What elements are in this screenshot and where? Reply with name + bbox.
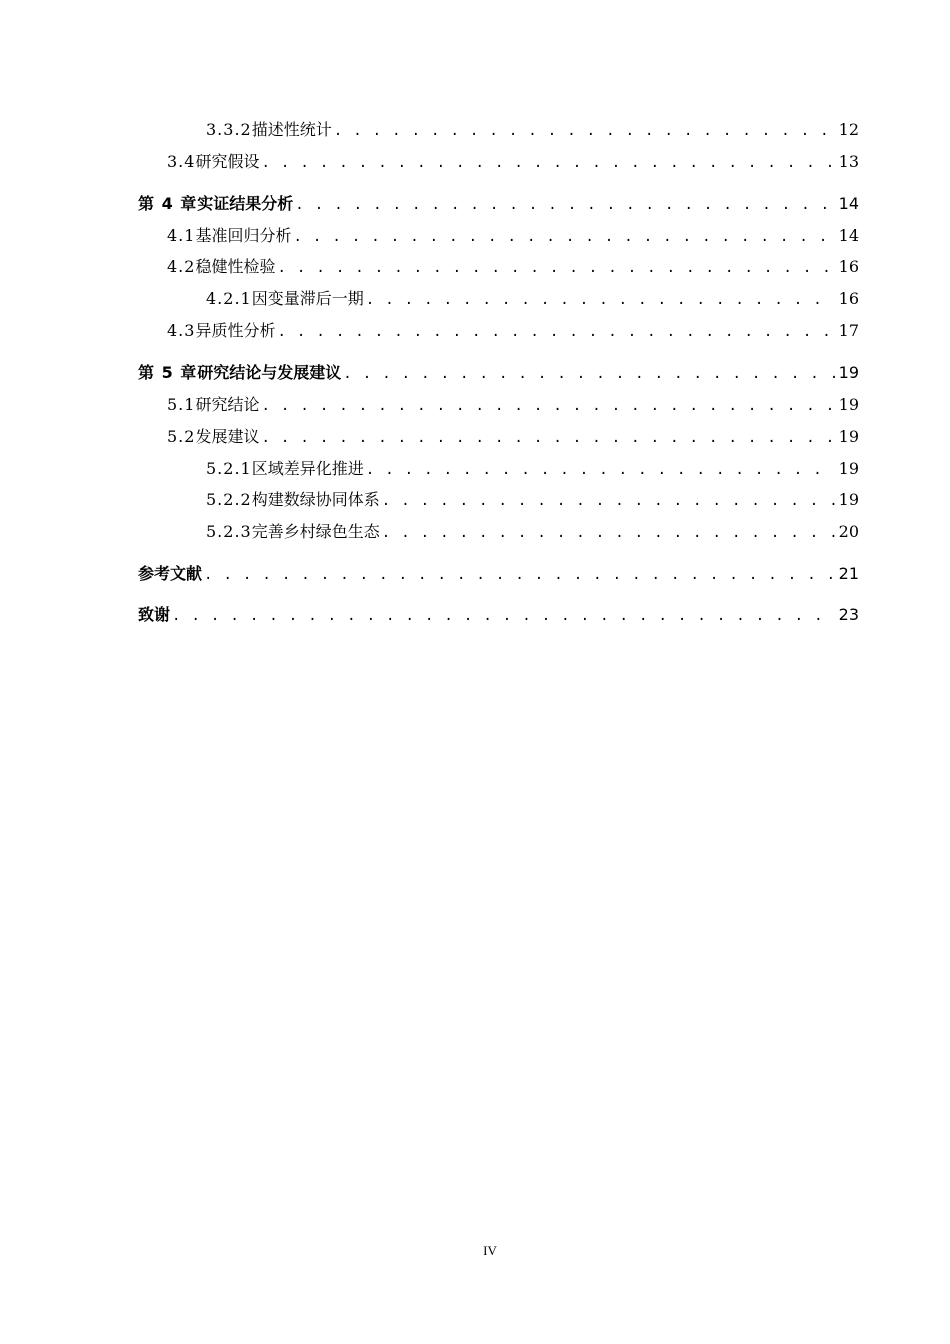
toc-entry-title: 研究假设: [195, 152, 260, 171]
toc-entry-title: 致谢: [138, 605, 171, 624]
toc-entry-title: 描述性统计: [251, 120, 332, 139]
toc-entry-number: 5.2.1: [206, 459, 252, 478]
toc-entry-page: 19: [838, 459, 859, 478]
toc-entry-title: 区域差异化推进: [251, 459, 364, 478]
toc-entry-title: 参考文献: [138, 564, 203, 583]
toc-entry-title: 基准回归分析: [195, 226, 292, 245]
dot-leader: [261, 394, 834, 418]
toc-entry-number: 5.2: [167, 427, 196, 446]
toc-entry-title: 研究结论: [195, 395, 260, 414]
toc-entry-number: 3.4: [167, 152, 196, 171]
toc-entry-title: 因变量滞后一期: [251, 289, 364, 308]
toc-entry-page: 19: [838, 490, 859, 509]
toc-entry-title: 发展建议: [195, 427, 260, 446]
toc-entry-page: 23: [838, 605, 859, 624]
toc-entry-page: 19: [838, 363, 859, 382]
dot-leader: [295, 193, 834, 217]
toc-entry-number: 4.2: [167, 257, 196, 276]
toc-entry-chapter-5[interactable]: [138, 361, 859, 385]
toc-entry-page: 16: [838, 289, 859, 308]
toc-entry-4-2[interactable]: [167, 255, 859, 279]
toc-entry-number: 4.1: [167, 226, 196, 245]
toc-entry-4-2-1[interactable]: [206, 287, 859, 311]
toc-entry-page: 19: [838, 395, 859, 414]
toc-entry-title: 实证结果分析: [197, 194, 294, 213]
toc-entry-3-4[interactable]: [167, 150, 859, 174]
toc-entry-5-2-2[interactable]: [206, 488, 859, 512]
toc-entry-5-2-1[interactable]: [206, 457, 859, 481]
toc-entry-page: 20: [838, 522, 859, 541]
toc-entry-number: 5.2.2: [206, 490, 252, 509]
dot-leader: [343, 362, 834, 386]
toc-entry-page: 14: [838, 226, 859, 245]
toc-entry-page: 14: [838, 194, 859, 213]
toc-entry-3-3-2[interactable]: [206, 118, 859, 142]
dot-leader: [293, 225, 834, 249]
dot-leader: [261, 426, 834, 450]
toc-entry-4-1[interactable]: [167, 224, 859, 248]
toc-entry-title: 完善乡村绿色生态: [251, 522, 380, 541]
toc-entry-title: 异质性分析: [195, 321, 276, 340]
toc-entry-chapter-4[interactable]: [138, 192, 859, 216]
toc-entry-title: 构建数绿协同体系: [251, 490, 380, 509]
toc-entry-page: 12: [838, 120, 859, 139]
toc-entry-page: 17: [838, 321, 859, 340]
dot-leader: [366, 288, 835, 312]
toc-entry-4-3[interactable]: [167, 319, 859, 343]
toc-entry-title: 研究结论与发展建议: [197, 363, 342, 382]
page-number-footer: IV: [483, 1243, 497, 1258]
toc-entry-number: 5.1: [167, 395, 196, 414]
toc-entry-page: 13: [838, 152, 859, 171]
dot-leader: [277, 320, 834, 344]
dot-leader: [382, 489, 835, 513]
toc-entry-number: 第 4 章: [138, 194, 198, 213]
toc-entry-references[interactable]: [138, 562, 859, 586]
dot-leader: [334, 119, 835, 143]
toc-entry-number: 4.3: [167, 321, 196, 340]
toc-entry-5-1[interactable]: [167, 393, 859, 417]
toc-entry-5-2-3[interactable]: [206, 520, 859, 544]
dot-leader: [261, 151, 834, 175]
toc-entry-number: 4.2.1: [206, 289, 252, 308]
toc-entry-number: 5.2.3: [206, 522, 252, 541]
dot-leader: [277, 256, 834, 280]
toc-entry-number: 3.3.2: [206, 120, 252, 139]
toc-entry-page: 16: [838, 257, 859, 276]
dot-leader: [204, 563, 835, 587]
toc-entry-5-2[interactable]: [167, 425, 859, 449]
toc-entry-page: 19: [838, 427, 859, 446]
dot-leader: [382, 521, 835, 545]
toc-entry-title: 稳健性检验: [195, 257, 276, 276]
dot-leader: [366, 458, 835, 482]
toc-entry-page: 21: [838, 564, 859, 583]
dot-leader: [172, 604, 835, 628]
toc-entry-acknowledgements[interactable]: [138, 603, 859, 627]
toc-entry-number: 第 5 章: [138, 363, 198, 382]
